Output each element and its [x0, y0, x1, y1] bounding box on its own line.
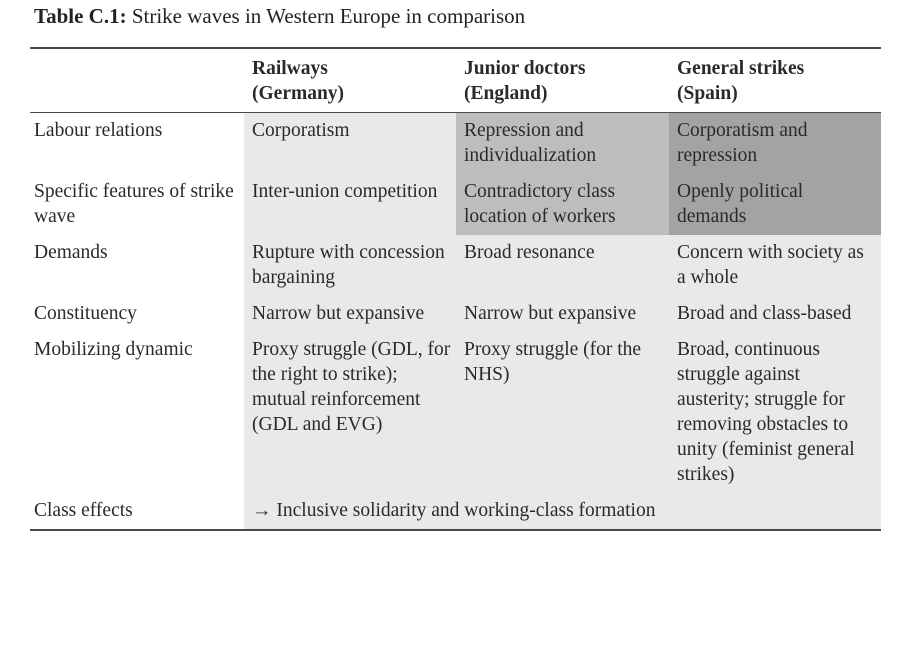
header-empty-cell	[30, 48, 244, 113]
row-label-labour-relations: Labour relations	[34, 120, 163, 141]
cell-class-effects-merged: → Inclusive solidarity and working-class formation	[244, 493, 881, 530]
cell-labour-relations-railways: Corporatism	[244, 113, 456, 175]
cell-specific-features-general-strikes: Openly political demands	[669, 174, 881, 235]
cell-specific-features-railways: Inter-union competition	[244, 174, 456, 235]
table-row	[30, 493, 881, 530]
cell-demands-general-strikes: Concern with society as a whole	[669, 235, 881, 296]
row-label-constituency: Constituency	[34, 303, 137, 324]
row-label-class-effects: Class effects	[34, 500, 133, 521]
cell-mobilizing-dynamic-junior-doctors: Proxy struggle (for the NHS)	[456, 332, 669, 493]
cell-specific-features-junior-doctors: Contradictory class location of workers	[456, 174, 669, 235]
column-header-junior-doctors-line1: Junior doctors	[464, 58, 586, 79]
cell-constituency-general-strikes: Broad and class-based	[669, 296, 881, 332]
column-header-general-strikes-line1: General strikes	[677, 58, 805, 79]
cell-constituency-railways: Narrow but expansive	[244, 296, 456, 332]
comparison-table	[30, 47, 881, 531]
row-label-mobilizing-dynamic: Mobilizing dynamic	[34, 339, 193, 360]
column-header-railways-line2: (Germany)	[252, 83, 345, 104]
cell-demands-junior-doctors: Broad resonance	[456, 235, 669, 296]
cell-labour-relations-junior-doctors: Repression and individualization	[456, 113, 669, 175]
cell-constituency-junior-doctors: Narrow but expansive	[456, 296, 669, 332]
column-header-junior-doctors-line2: (England)	[464, 83, 548, 104]
column-header-railways-line1: Railways	[252, 58, 328, 79]
table-row	[30, 235, 881, 296]
table-row	[30, 332, 881, 493]
table-caption-label: Table C.1:	[34, 4, 127, 28]
cell-labour-relations-general-strikes: Corporatism and repression	[669, 113, 881, 175]
row-label-demands: Demands	[34, 242, 108, 263]
cell-mobilizing-dynamic-railways: Proxy struggle (GDL, for the right to strike); mutual reinforcement (GDL and EVG)	[244, 332, 456, 493]
table-row	[30, 174, 881, 235]
header-row	[30, 48, 881, 113]
table-row	[30, 296, 881, 332]
cell-mobilizing-dynamic-general-strikes: Broad, continuous struggle against austerity; struggle for removing obstacles to unity (feminist general strikes)	[669, 332, 881, 493]
table-caption-title: Strike waves in Western Europe in comparison	[126, 4, 526, 28]
column-header-general-strikes-line2: (Spain)	[677, 83, 738, 104]
row-label-specific-features: Specific features of strike wave	[34, 181, 234, 227]
table-row	[30, 113, 881, 175]
table-caption	[34, 2, 525, 30]
column-header-railways	[244, 48, 456, 113]
column-header-junior-doctors	[456, 48, 669, 113]
cell-demands-railways: Rupture with concession bargaining	[244, 235, 456, 296]
column-header-general-strikes	[669, 48, 881, 113]
